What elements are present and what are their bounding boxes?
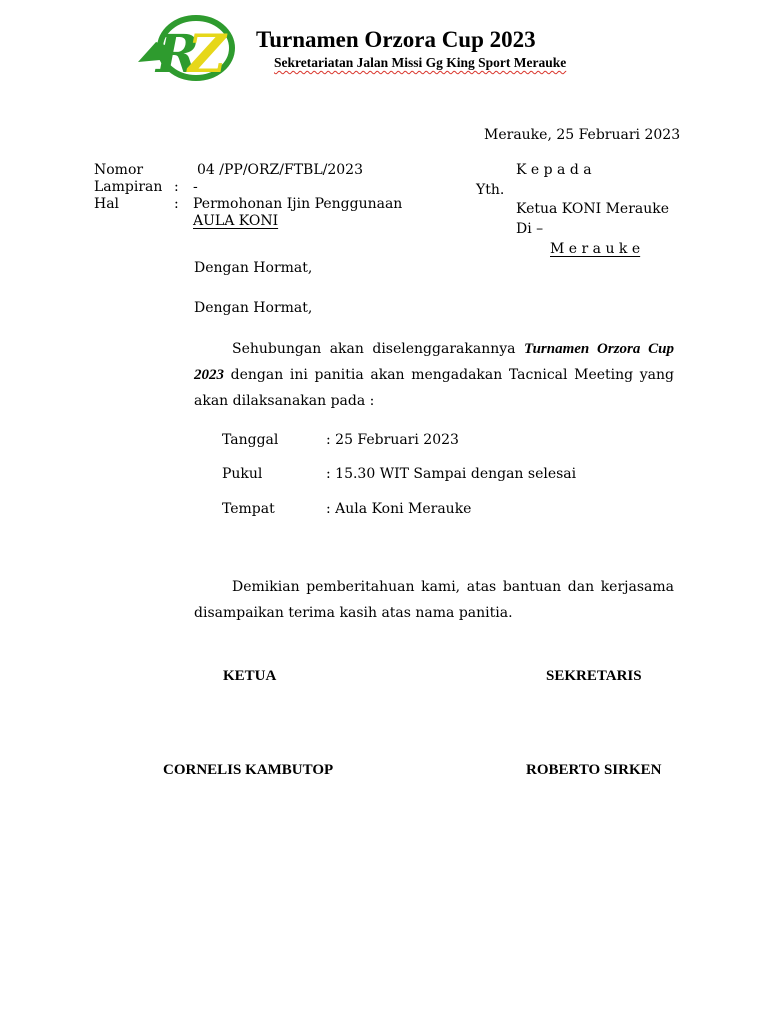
- letterhead-subtitle: Sekretariatan Jalan Missi Gg King Sport Merauke: [274, 55, 567, 70]
- recipient-city: M e r a u k e: [550, 241, 641, 257]
- recipient-kepada: K e p a d a: [516, 162, 592, 178]
- signature-left-role: KETUA: [223, 668, 277, 684]
- para1-after: dengan ini panitia akan mengadakan Tacnical Meeting yang akan dilaksanakan pada :: [194, 367, 674, 409]
- hal-value-line1: Permohonan Ijin Penggunaan: [193, 196, 403, 212]
- greeting-2: Dengan Hormat,: [194, 300, 313, 316]
- detail-tanggal-value: : 25 Februari 2023: [326, 432, 459, 448]
- lampiran-value: -: [193, 179, 198, 195]
- date-line: Merauke, 25 Februari 2023: [484, 127, 681, 143]
- recipient-name: Ketua KONI Merauke: [516, 201, 670, 217]
- detail-tempat-label: Tempat: [222, 501, 275, 517]
- para1-event-name: Turnamen Orzora Cup 2023: [194, 341, 674, 383]
- greeting-1: Dengan Hormat,: [194, 260, 313, 276]
- recipient-di: Di –: [516, 221, 544, 237]
- detail-pukul-label: Pukul: [222, 466, 263, 482]
- body-paragraph-2: Demikian pemberitahuan kami, atas bantuan dan kerjasama disampaikan terima kasih atas nama panitia.: [194, 579, 674, 621]
- hal-value-line2: AULA KONI: [193, 213, 279, 229]
- nomor-value: 04 /PP/ORZ/FTBL/2023: [197, 162, 363, 178]
- lampiran-colon: :: [174, 179, 179, 195]
- hal-colon: :: [174, 196, 179, 212]
- orzora-logo-icon: [136, 14, 240, 82]
- signature-left-name: CORNELIS KAMBUTOP: [163, 762, 334, 778]
- body-paragraph-1: [194, 336, 674, 414]
- recipient-yth: Yth.: [476, 182, 505, 198]
- signature-right-name: ROBERTO SIRKEN: [526, 762, 662, 778]
- para1-before: Sehubungan akan diselenggarakannya: [232, 341, 524, 357]
- nomor-label: Nomor: [94, 162, 144, 178]
- svg-text:Z: Z: [188, 24, 226, 82]
- detail-pukul-value: : 15.30 WIT Sampai dengan selesai: [326, 466, 577, 482]
- detail-tempat-value: : Aula Koni Merauke: [326, 501, 472, 517]
- signature-right-role: SEKRETARIS: [546, 668, 642, 684]
- detail-tanggal-label: Tanggal: [222, 432, 279, 448]
- svg-text:R: R: [156, 24, 200, 82]
- hal-label: Hal: [94, 196, 120, 212]
- letterhead-title: Turnamen Orzora Cup 2023: [256, 27, 536, 52]
- lampiran-label: Lampiran: [94, 179, 163, 195]
- logo: [136, 14, 240, 82]
